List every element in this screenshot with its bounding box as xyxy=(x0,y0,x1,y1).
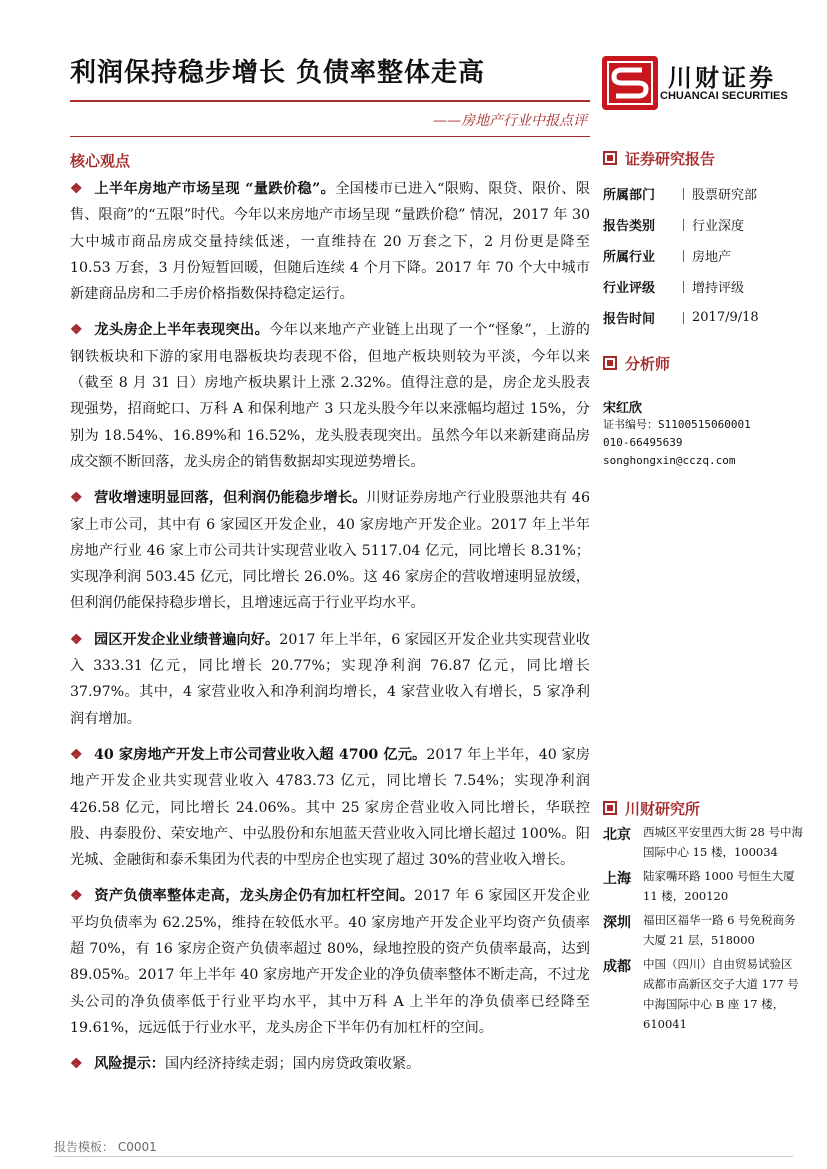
title-divider xyxy=(70,100,590,102)
viewpoint-highlight: 营收增速明显回落，但利润仍能稳步增长。 xyxy=(94,490,367,507)
info-key: 所属行业 xyxy=(603,250,656,265)
office-chengdu xyxy=(603,954,803,1034)
viewpoint-body: 今年以来地产产业链上出现了一个“怪象”，上游的钢铁板块和下游的家用电器板块均表现不俗，但地产板块则较为平淡，今年以来（截至 8 月 31 日）房地产板块累计上涨 2.32%。值得注意的是，房企龙头股表现强势，招商蛇口、万科 A 和保利地产 3 只龙头股今年以来涨幅均超过 15%，分别为 18.54%、16.89%和 16.52%，龙头股表现突出。虽然今年以来新建商品房成交额不断回落，龙头房企的销售数据却实现逆势增长。 xyxy=(70,322,590,470)
diamond-bullet-icon: ❖ xyxy=(70,181,83,197)
logo-name-cn: 川财证券 xyxy=(668,64,776,92)
info-row-date xyxy=(603,302,803,333)
office-address: 中国（四川）自由贸易试验区成都市高新区交子大道 177 号中海国际中心 B 座 17 楼，610041 xyxy=(643,957,799,1031)
institute-title: 川财研究所 xyxy=(625,799,701,818)
risk-label: 风险提示： xyxy=(94,1056,165,1073)
info-separator xyxy=(683,250,684,262)
info-value: 2017/9/18 xyxy=(692,310,759,325)
info-separator xyxy=(683,281,684,293)
info-value: 增持评级 xyxy=(692,281,745,296)
viewpoint-highlight: 40 家房地产开发上市公司营业收入超 4700 亿元。 xyxy=(94,746,427,763)
analyst-title: 分析师 xyxy=(625,354,671,373)
core-viewpoints xyxy=(70,176,590,1088)
chuancai-logo-icon xyxy=(602,56,658,110)
viewpoint-body: 2017 年上半年，6 家园区开发企业共实现营业收入 333.31 亿元，同比增长 20.77%；实现净利润 76.87 亿元，同比增长 37.97%。其中，4 家营业收入和净利润均增长，4 家营业收入有增长，5 家净利润有增加。 xyxy=(70,631,590,727)
report-sidebar xyxy=(603,148,803,1034)
report-box-icon xyxy=(603,801,617,815)
office-city: 北京 xyxy=(603,827,631,843)
analyst-phone: 010-66495639 xyxy=(603,436,683,449)
report-box-icon xyxy=(603,151,617,165)
viewpoint-body: 川财证券房地产行业股票池共有 46 家上市公司，其中有 6 家园区开发企业，40 家房地产开发企业。2017 年上半年房地产行业 46 家上市公司共计实现营业收入 5117.04 亿元，同比增长 8.31%；实现净利润 503.45 亿元，同比增长 26.0%。这 46 家房企的营收增速明显放缓，但利润仍能保持稳步增长，且增速远高于行业平均水平。 xyxy=(70,490,590,612)
info-key: 报告时间 xyxy=(603,312,656,327)
diamond-bullet-icon: ❖ xyxy=(70,322,83,339)
viewpoint-body: 2017 年 6 家园区开发企业平均负债率为 62.25%，维持在较低水平。40 家房地产开发企业平均资产负债率超 70%，有 16 家房企资产负债率超过 80%，绿地控股的资产负债率最高，达到 89.05%。2017 年上半年 40 家房地产开发企业的净负债率整体不断走高，不过龙头公司的净负债率低于行业平均水平，其中万科 A 上半年的净负债率已经降至 19.61%，远远低于行业水平，龙头房企下半年仍有加杠杆的空间。 xyxy=(70,888,590,1036)
viewpoint-highlight: 园区开发企业业绩普遍向好。 xyxy=(94,631,280,648)
risk-body: 国内经济持续走弱；国内房贷政策收紧。 xyxy=(164,1056,421,1073)
info-value: 行业深度 xyxy=(692,219,745,234)
core-viewpoint-heading: 核心观点 xyxy=(70,152,131,170)
viewpoint-paragraph xyxy=(70,485,590,616)
report-subtitle: ——房地产行业中报点评 xyxy=(433,113,587,129)
info-key: 所属部门 xyxy=(603,188,656,203)
info-row-category xyxy=(603,209,803,240)
office-address: 陆家嘴环路 1000 号恒生大厦 11 楼，200120 xyxy=(643,869,795,903)
report-title: 利润保持稳步增长 负债率整体走高 xyxy=(70,58,486,88)
info-row-industry xyxy=(603,240,803,271)
info-value: 房地产 xyxy=(692,250,732,265)
office-address: 西城区平安里西大街 28 号中海国际中心 15 楼，100034 xyxy=(643,825,803,859)
info-row-rating xyxy=(603,271,803,302)
office-shenzhen xyxy=(603,910,803,950)
viewpoint-paragraph xyxy=(70,317,590,475)
office-city: 深圳 xyxy=(603,915,631,931)
viewpoint-body: 2017 年上半年，40 家房地产开发企业共实现营业收入 4783.73 亿元，同比增长 7.54%；实现净利润 426.58 亿元，同比增长 24.06%。其中 25 家房企营业收入同比增长，华联控股、冉泰股份、荣安地产、中弘股份和东旭蓝天营业收入同比增长超过 100%。阳光城、金融街和泰禾集团为代表的中型房企也实现了超过 30%的营业收入增长。 xyxy=(70,746,590,869)
report-box-icon xyxy=(603,356,617,370)
office-city: 上海 xyxy=(603,871,631,887)
info-value: 股票研究部 xyxy=(692,188,758,203)
info-key: 行业评级 xyxy=(603,281,656,296)
office-address: 福田区福华一路 6 号免税商务大厦 21 层，518000 xyxy=(643,913,796,947)
viewpoint-body: 全国楼市已进入“限购、限贷、限价、限售、限商”的“五限”时代。今年以来房地产市场呈现 “量跌价稳” 情况，2017 年 30 大中城市商品房成交量持续低迷，一直维持在 20 万套之下，2 月份更是降至 10.53 万套，3 月份短暂回暖，但随后连续 4 个月下降。2017 年 70 个大中城市新建商品房和二手房价格指数保持稳定运行。 xyxy=(70,181,590,303)
analyst-name: 宋红欣 xyxy=(603,401,643,416)
info-separator xyxy=(683,219,684,231)
report-info-heading xyxy=(603,148,803,168)
office-city: 成都 xyxy=(603,959,631,975)
company-logo xyxy=(602,56,790,110)
analyst-email[interactable]: songhongxin@cczq.com xyxy=(603,454,736,467)
risk-warning xyxy=(70,1051,590,1077)
template-id: 报告模板： C0001 xyxy=(54,1140,157,1154)
viewpoint-paragraph xyxy=(70,176,590,307)
viewpoint-highlight: 资产负债率整体走高，龙头房企仍有加杠杆空间。 xyxy=(94,888,415,905)
diamond-bullet-icon: ❖ xyxy=(70,631,83,648)
viewpoint-paragraph xyxy=(70,742,590,873)
subtitle-divider xyxy=(70,136,590,137)
info-key: 报告类别 xyxy=(603,219,656,234)
info-separator xyxy=(683,188,684,200)
report-info-title: 证券研究报告 xyxy=(625,149,716,168)
info-row-department xyxy=(603,178,803,209)
info-separator xyxy=(683,312,684,324)
analyst-heading xyxy=(603,353,803,373)
diamond-bullet-icon: ❖ xyxy=(70,746,83,763)
diamond-bullet-icon: ❖ xyxy=(70,888,83,905)
logo-name-en: CHUANCAI SECURITIES xyxy=(660,90,788,102)
office-shanghai xyxy=(603,866,803,906)
diamond-bullet-icon: ❖ xyxy=(70,1056,83,1073)
diamond-bullet-icon: ❖ xyxy=(70,490,83,507)
institute-heading xyxy=(603,798,803,818)
analyst-cert: 证书编号：S1100515060001 xyxy=(603,418,751,431)
office-beijing xyxy=(603,822,803,862)
viewpoint-paragraph xyxy=(70,883,590,1041)
footer-divider xyxy=(54,1156,793,1157)
viewpoint-highlight: 龙头房企上半年表现突出。 xyxy=(94,322,270,339)
viewpoint-highlight: 上半年房地产市场呈现 “量跌价稳”。 xyxy=(94,181,336,197)
viewpoint-paragraph xyxy=(70,627,590,732)
